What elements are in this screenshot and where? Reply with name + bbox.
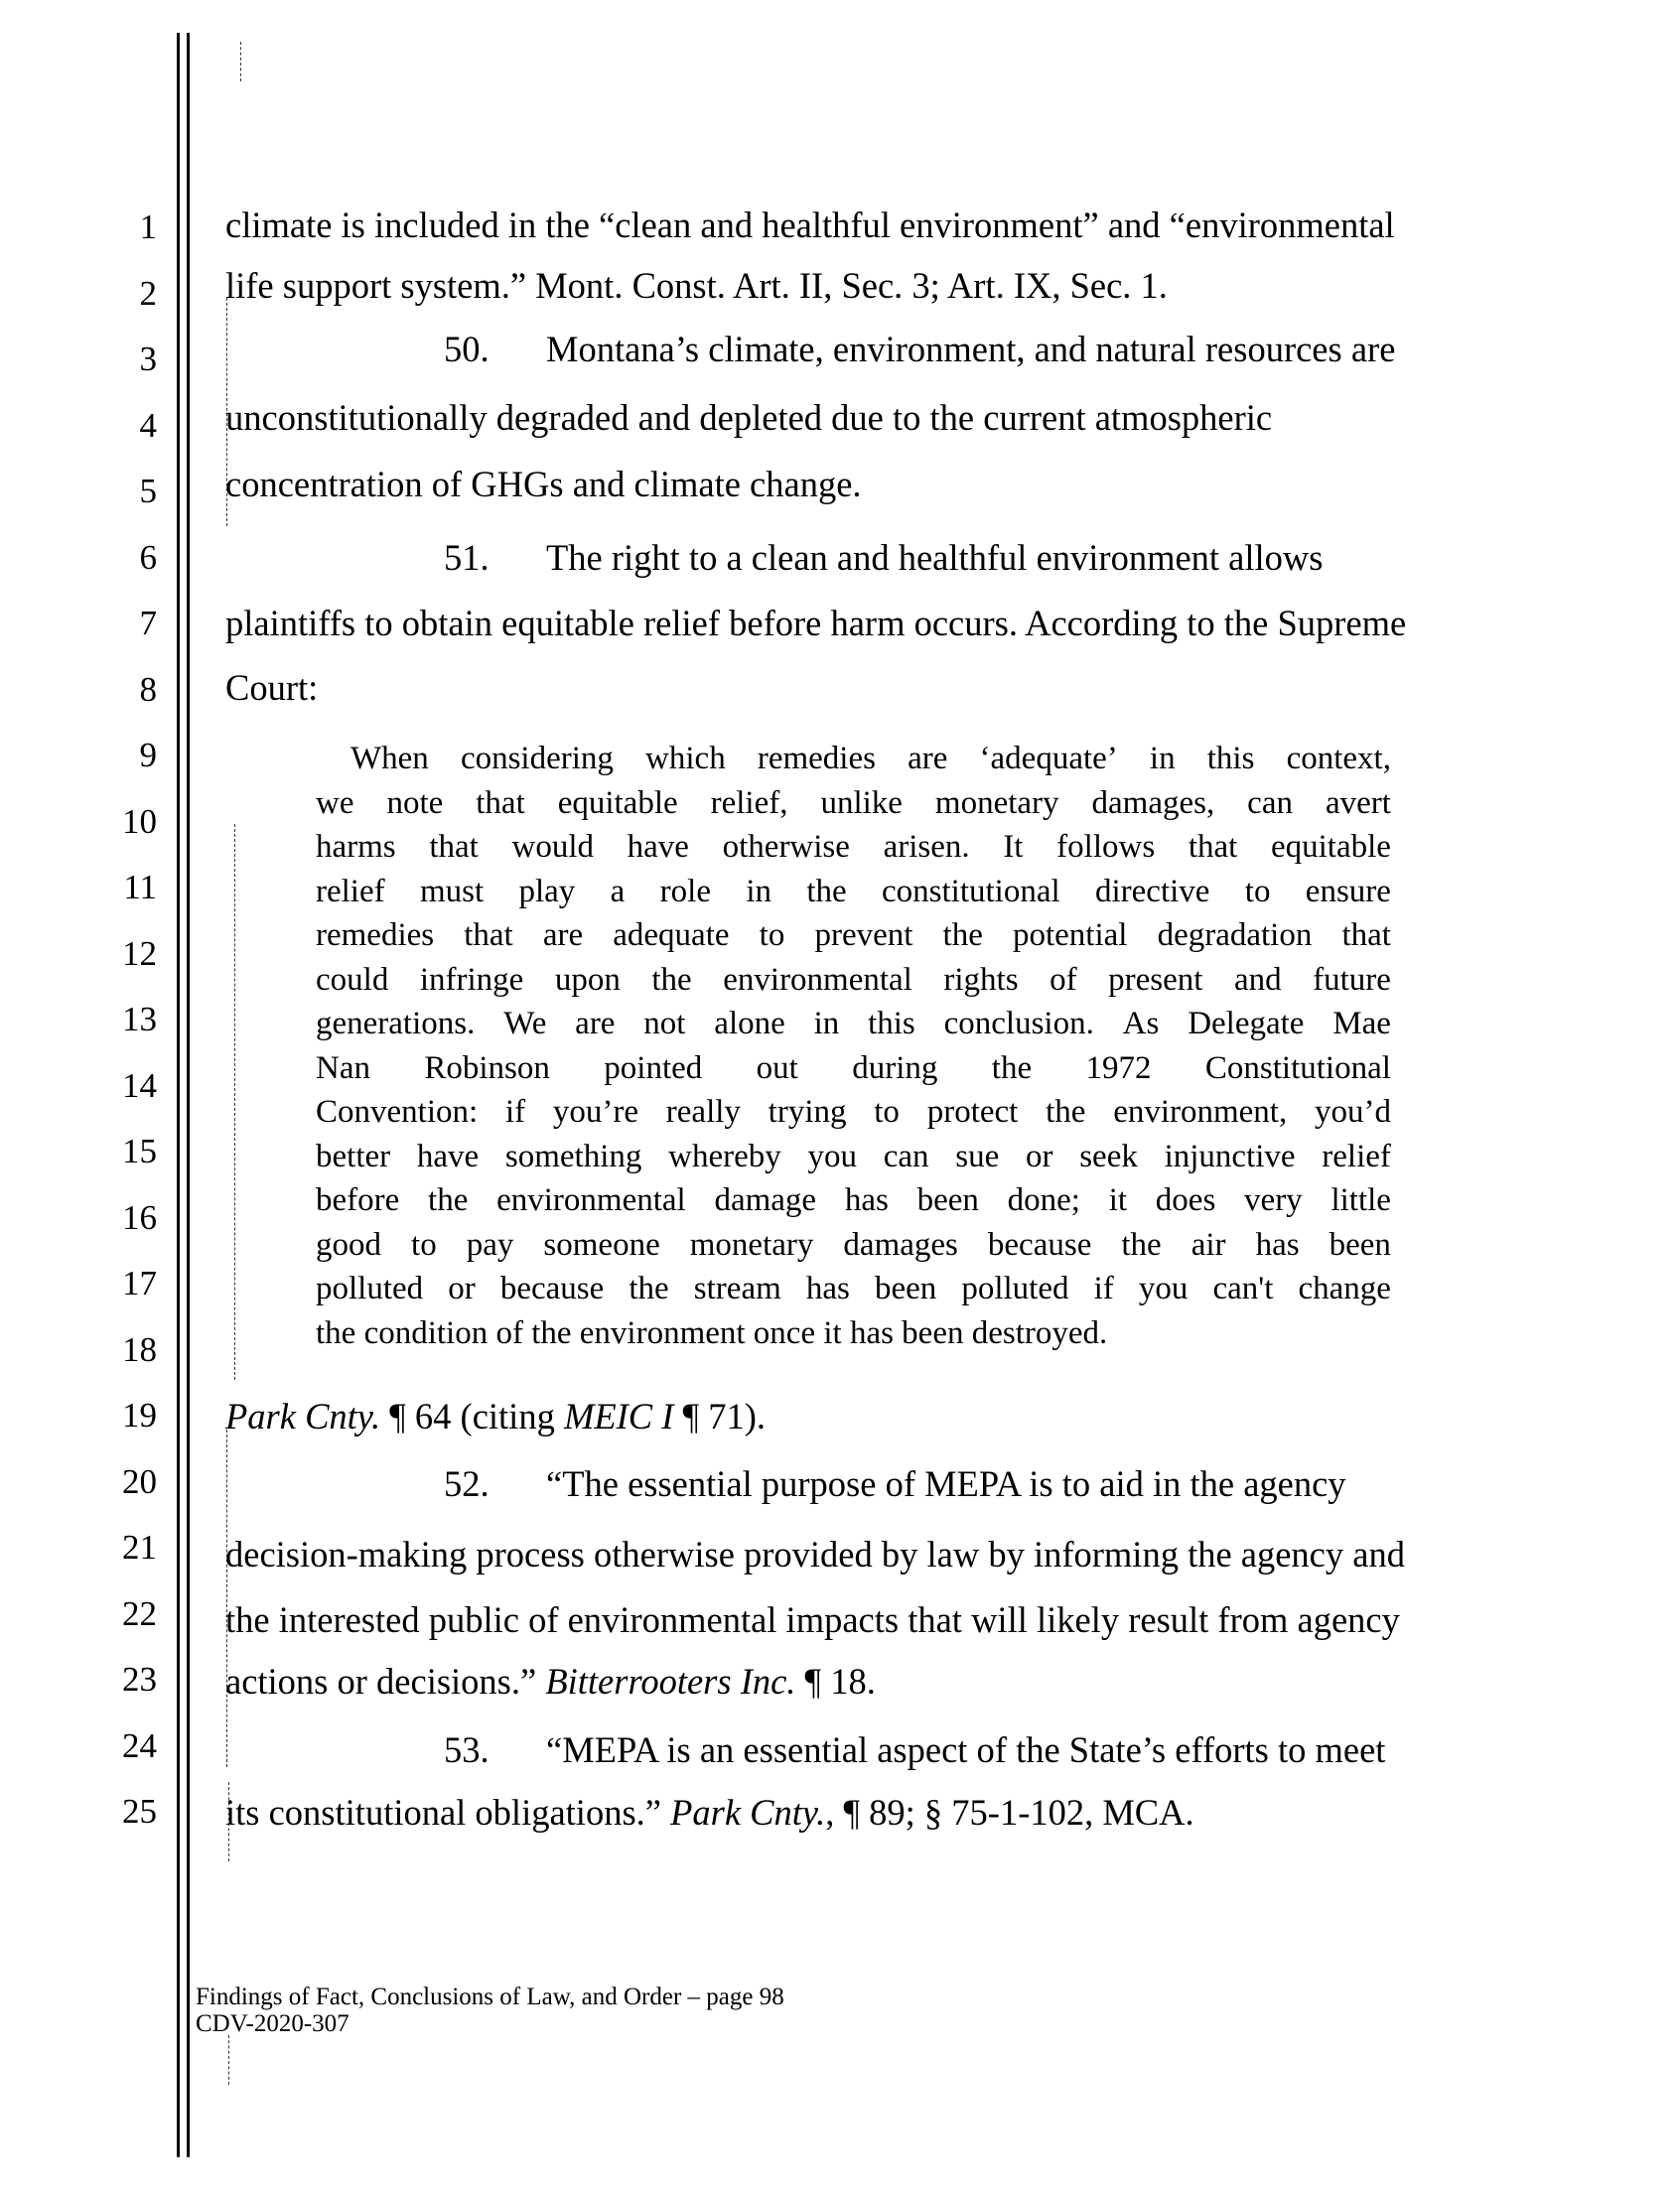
margin-rule-inner [187, 33, 190, 2157]
line-number: 7 [139, 604, 157, 642]
line-number: 14 [122, 1066, 157, 1105]
line-number: 19 [122, 1396, 157, 1435]
quote-line: could infringe upon the environmental rights of present and future [316, 962, 1391, 998]
body-line-25 [225, 1792, 1194, 1833]
body-line-5: concentration of GHGs and climate change. [225, 464, 862, 504]
scan-artifact [228, 2035, 230, 2085]
case-name: Bitterrooters Inc. [545, 1661, 796, 1702]
paragraph-51-first-line: The right to a clean and healthful environment allows [546, 537, 1324, 578]
body-line-21: decision-making process otherwise provided by law by informing the agency and [225, 1534, 1405, 1575]
quote-line: relief must play a role in the constitutional directive to ensure [316, 874, 1391, 909]
line-number: 24 [122, 1726, 157, 1765]
line-number: 11 [123, 868, 157, 906]
body-line-7: plaintiffs to obtain equitable relief before harm occurs. According to the Supreme [225, 603, 1407, 643]
scan-artifact [226, 1430, 228, 1767]
body-line-2: life support system.” Mont. Const. Art. II, Sec. 3; Art. IX, Sec. 1. [225, 265, 1168, 306]
paragraph-50-first-line: Montana’s climate, environment, and natural resources are [546, 329, 1396, 369]
line-number: 12 [122, 934, 157, 973]
citation-line-19 [225, 1396, 767, 1437]
quote-line: harms that would have otherwise arisen. It follows that equitable [316, 829, 1391, 865]
line-number: 9 [139, 736, 157, 774]
quote-line: the condition of the environment once it has been destroyed. [316, 1315, 1108, 1351]
quote-line: we note that equitable relief, unlike monetary damages, can avert [316, 785, 1391, 821]
case-name: MEIC I [563, 1396, 674, 1437]
line-number: 21 [122, 1528, 157, 1567]
line-number: 10 [122, 802, 157, 841]
margin-rule-outer [177, 33, 180, 2157]
citation-text: ¶ 71). [673, 1396, 767, 1437]
body-line-22: the interested public of environmental impacts that will likely result from agency [225, 1599, 1400, 1640]
paragraph-number-50: 50. [444, 329, 490, 369]
line-number: 23 [122, 1660, 157, 1699]
quote-line: polluted or because the stream has been polluted if you can't change [316, 1271, 1391, 1306]
line-number: 13 [122, 1000, 157, 1038]
quote-line: Convention: if you’re really trying to protect the environment, you’d [316, 1094, 1391, 1130]
line-number: 4 [139, 406, 157, 445]
line-number: 18 [122, 1330, 157, 1369]
quote-line: remedies that are adequate to prevent the potential degradation that [316, 917, 1391, 953]
case-name: Park Cnty. [670, 1792, 826, 1833]
line-number: 20 [122, 1462, 157, 1501]
footer-case-number: CDV-2020-307 [196, 2010, 350, 2037]
quote-line: before the environmental damage has been done; it does very little [316, 1182, 1391, 1218]
line-number: 22 [122, 1594, 157, 1633]
line-number: 8 [139, 670, 157, 709]
paragraph-number-52: 52. [444, 1463, 490, 1504]
citation-text: , ¶ 89; § 75-1-102, MCA. [825, 1792, 1194, 1833]
line-number: 15 [122, 1132, 157, 1170]
quote-end-text: its constitutional obligations.” [225, 1792, 671, 1833]
scan-artifact [234, 824, 236, 1380]
line-number: 1 [139, 207, 157, 246]
quote-line: Nan Robinson pointed out during the 1972 Constitutional [316, 1050, 1391, 1086]
quote-line: When considering which remedies are ‘adequate’ in this context, [350, 741, 1391, 776]
line-number: 2 [139, 274, 157, 313]
citation-text: ¶ 64 (citing [380, 1396, 564, 1437]
body-line-8: Court: [225, 667, 319, 708]
paragraph-52-first-line: “The essential purpose of MEPA is to aid in the agency [546, 1463, 1346, 1504]
quote-line: generations. We are not alone in this conclusion. As Delegate Mae [316, 1006, 1391, 1041]
footer-title: Findings of Fact, Conclusions of Law, and Order – page 98 [196, 1984, 784, 2010]
paragraph-53-first-line: “MEPA is an essential aspect of the State’s efforts to meet [546, 1729, 1386, 1770]
scan-artifact [240, 42, 242, 81]
quote-end-text: actions or decisions.” [225, 1661, 546, 1702]
line-number: 6 [139, 538, 157, 577]
citation-text: ¶ 18. [795, 1661, 876, 1702]
case-name: Park Cnty. [225, 1396, 381, 1437]
body-line-1: climate is included in the “clean and healthful environment” and “environmental [225, 205, 1395, 245]
paragraph-number-53: 53. [444, 1729, 490, 1770]
line-number: 5 [139, 472, 157, 510]
line-number: 25 [122, 1792, 157, 1831]
line-number: 3 [139, 340, 157, 378]
body-line-23 [225, 1661, 876, 1702]
line-number: 16 [122, 1198, 157, 1237]
body-line-4: unconstitutionally degraded and depleted due to the current atmospheric [225, 397, 1273, 438]
paragraph-number-51: 51. [444, 537, 490, 578]
quote-line: better have something whereby you can sue or seek injunctive relief [316, 1139, 1391, 1174]
quote-line: good to pay someone monetary damages because the air has been [316, 1227, 1391, 1263]
line-number: 17 [122, 1264, 157, 1302]
